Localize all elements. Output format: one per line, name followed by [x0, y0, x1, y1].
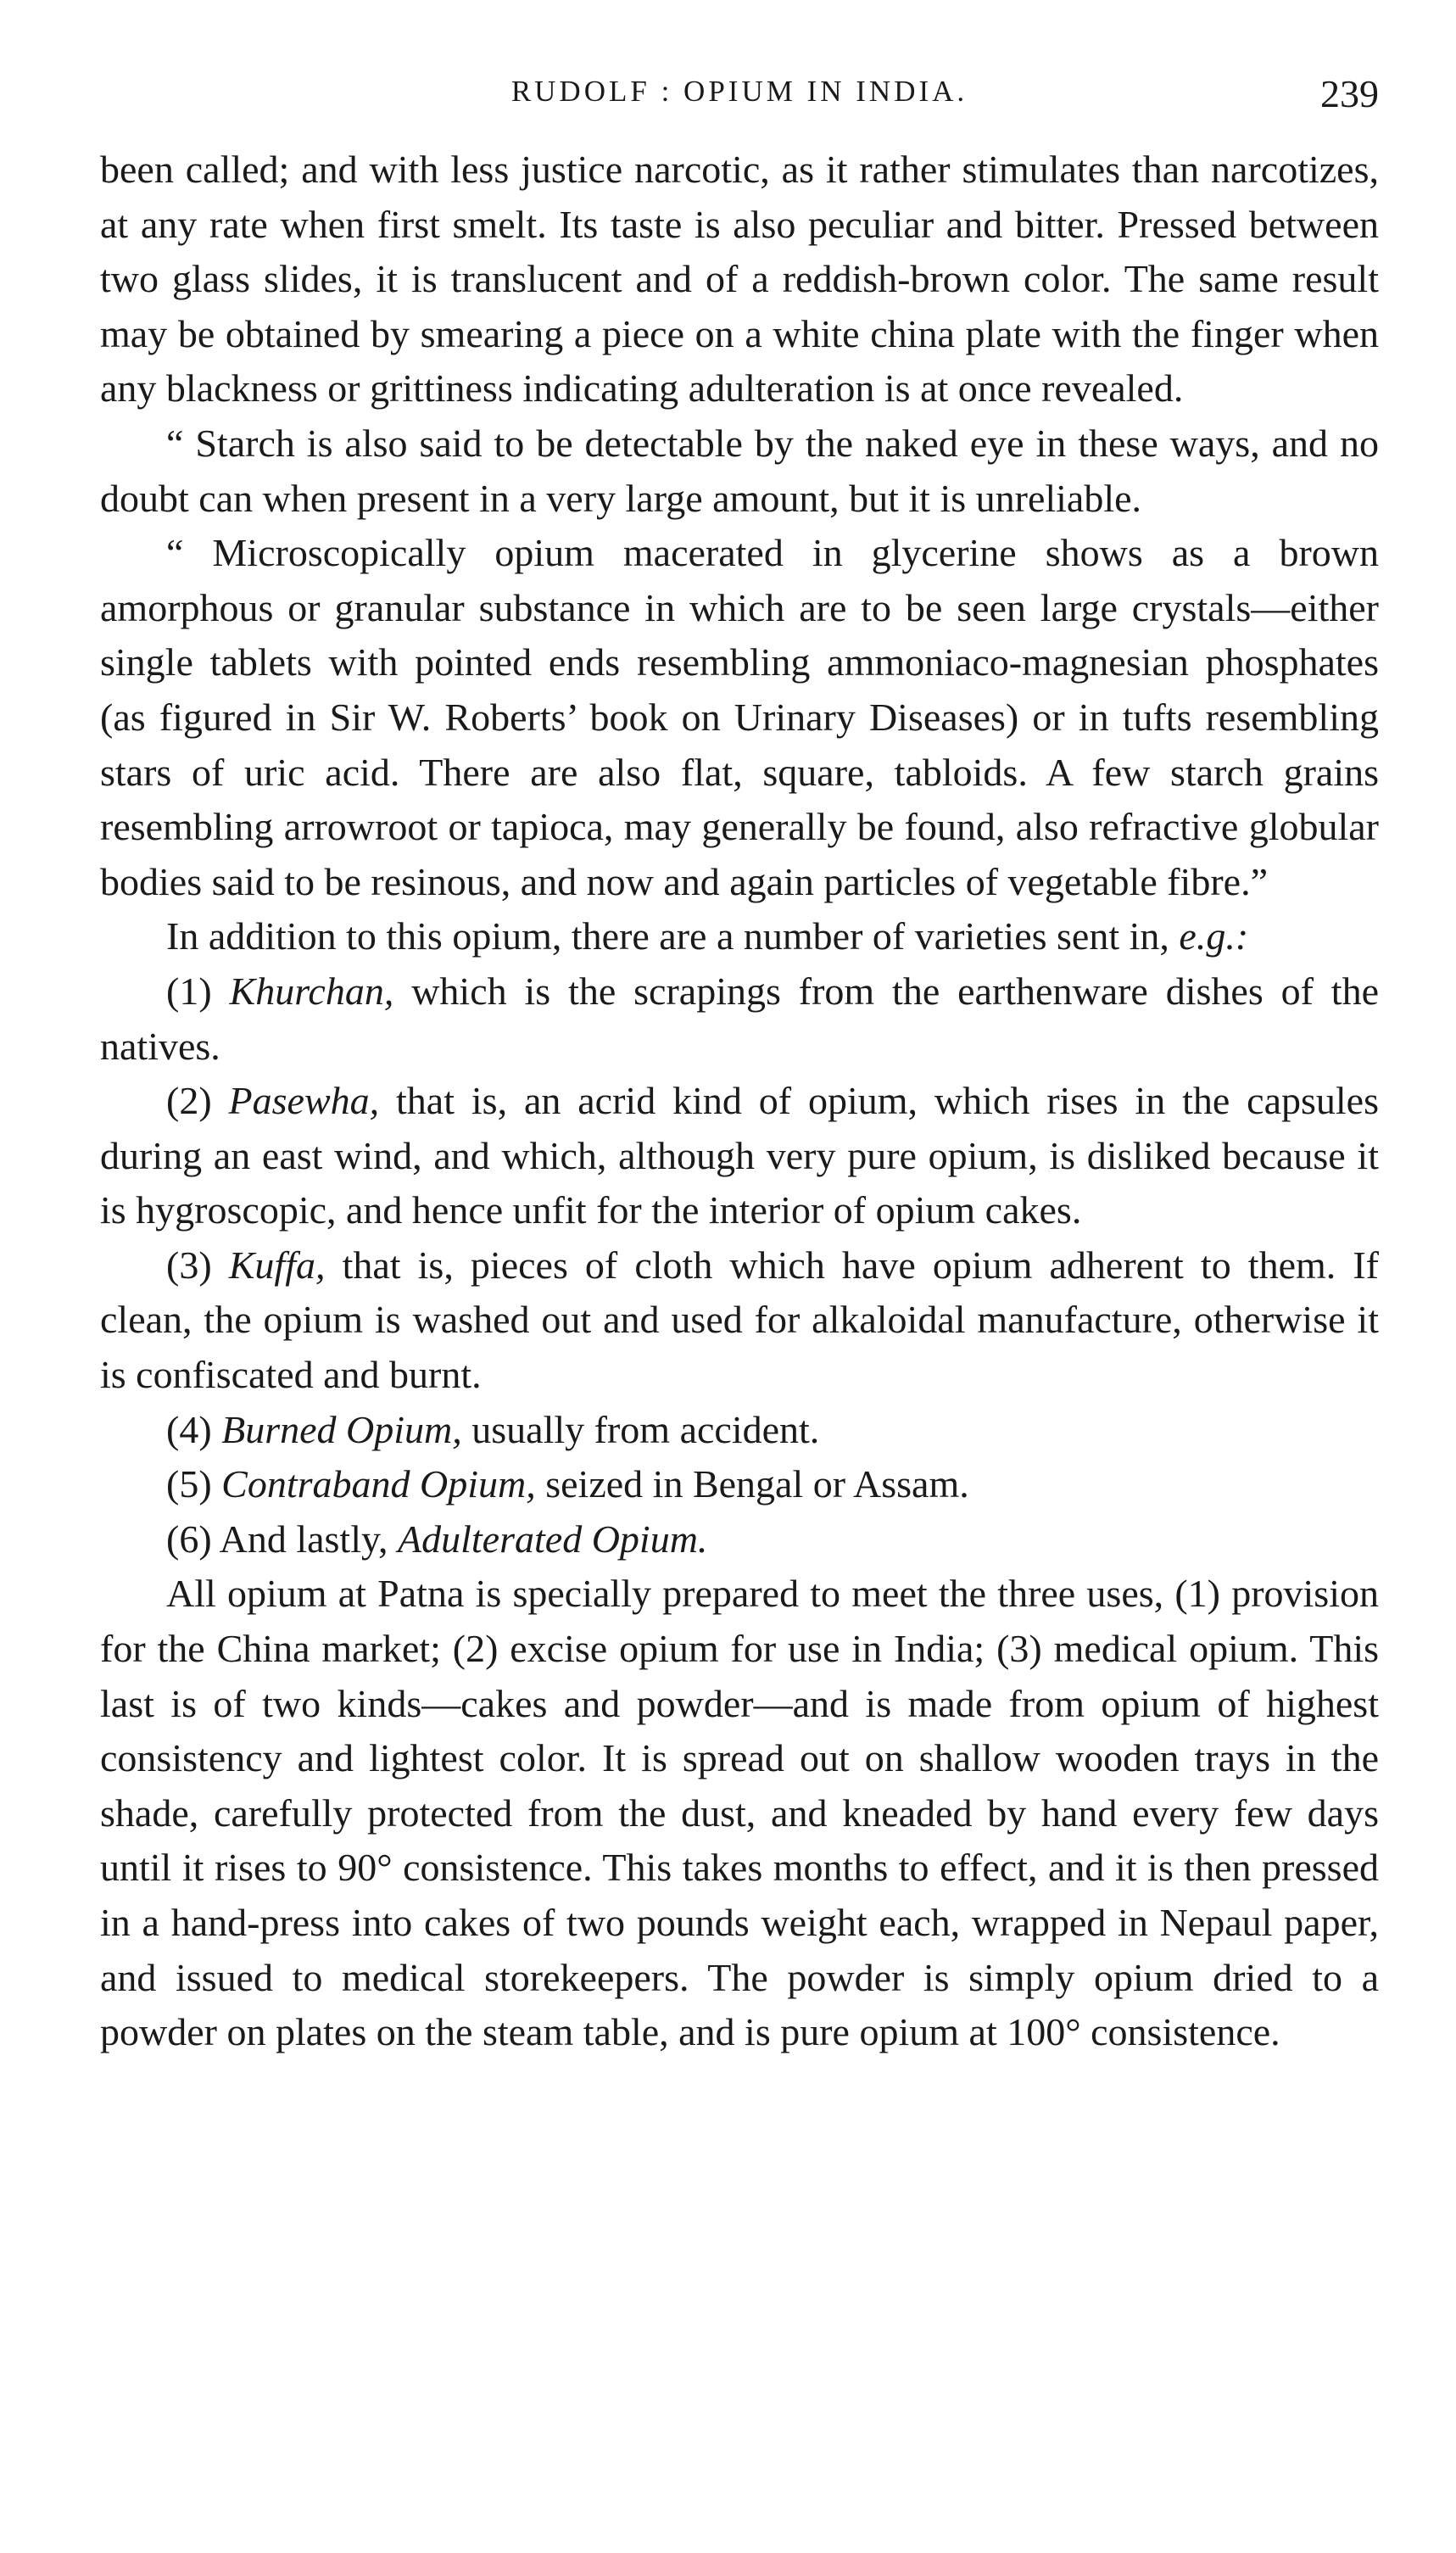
book-page	[100, 72, 1380, 2060]
variety-item-adulterated	[100, 1512, 1379, 1567]
item-term: Burned Opium,	[221, 1407, 462, 1451]
item-number: (1)	[166, 969, 212, 1013]
variety-item-contraband	[100, 1457, 1379, 1512]
item-term: Khurchan,	[229, 969, 394, 1013]
item-text: which is the scrapings from the earthenware dishes of the natives.	[100, 969, 1380, 1068]
paragraph-continued: been called; and with less justice narcotic, as it rather stimulates than narcotizes, at any rate when first smelt. Its taste is also peculiar and bitter. Pressed between two glass slides, it is translucent and of a reddish-brown color. The same result may be obtained by smearing a piece on a white china plate with the finger when any blackness or grittiness indicating adulteration is at once revealed.	[100, 148, 1379, 411]
page-number: 239	[1320, 72, 1379, 115]
paragraph-starch-quote: “ Starch is also said to be detectable by the naked eye in these ways, and no doubt can when present in a very large amount, but it is unreliable.	[100, 421, 1379, 520]
item-term: Adulterated Opium.	[398, 1517, 708, 1561]
item-text: that is, an acrid kind of opium, which rises in the capsules during an east wind, and which, although very pure opium, is disliked because it is hygroscopic, and hence unfit for the interior of opium cakes.	[100, 1079, 1379, 1232]
body-text	[100, 142, 1379, 2060]
variety-item-burned	[100, 1403, 1379, 1458]
eg-abbreviation: e.g.:	[1179, 914, 1249, 958]
item-number: (5)	[166, 1462, 212, 1506]
paragraph-patna-preparation: All opium at Patna is specially prepared to meet the three uses, (1) provision for the China market; (2) excise opium for use in India; (3) medical opium. This last is of two kinds—cakes and powder—and is made from opium of highest consistency and lightest color. It is spread out on shallow wooden trays in the shade, carefully protected from the dust, and kneaded by hand every few days until it rises to 90° consistence. This takes months to effect, and it is then pressed in a hand-press into cakes of two pounds weight each, wrapped in Nepaul paper, and issued to medical storekeepers. The powder is simply opium dried to a powder on plates on the steam table, and is pure opium at 100° consistence.	[100, 1572, 1379, 2054]
item-term: Contraband Opium,	[221, 1462, 536, 1506]
variety-item-kuffa	[100, 1238, 1379, 1403]
varieties-intro-text: In addition to this opium, there are a number of varieties sent in,	[166, 914, 1169, 958]
paragraph-microscopy-quote: “ Microscopically opium macerated in glycerine shows as a brown amorphous or granular substance in which are to be seen large crystals—either single tablets with pointed ends resembling ammoniaco-magnesian phosphates (as figured in Sir W. Roberts’ book on Urinary Diseases) or in tufts resembling stars of uric acid. There are also flat, square, tabloids. A few starch grains resembling arrowroot or tapioca, may generally be found, also refractive globular bodies said to be resinous, and now and again particles of vegetable fibre.”	[100, 531, 1379, 903]
item-term: Pasewha,	[228, 1079, 380, 1123]
item-number: (6)	[166, 1517, 212, 1561]
item-text: seized in Bengal or Assam.	[535, 1462, 969, 1506]
item-text: usually from accident.	[461, 1407, 820, 1451]
running-header	[100, 72, 1379, 126]
item-lead: And lastly,	[219, 1517, 399, 1561]
item-number: (4)	[166, 1407, 212, 1451]
item-number: (3)	[166, 1243, 212, 1287]
variety-item-khurchan	[100, 964, 1379, 1074]
item-number: (2)	[166, 1079, 212, 1123]
item-term: Kuffa,	[228, 1243, 326, 1287]
item-text: that is, pieces of cloth which have opium adherent to them. If clean, the opium is washed out and used for alkaloidal manufacture, otherwise it is confiscated and burnt.	[100, 1243, 1379, 1397]
paragraph-varieties-intro	[100, 909, 1379, 964]
running-title: RUDOLF : OPIUM IN INDIA.	[510, 75, 968, 108]
variety-item-pasewha	[100, 1074, 1379, 1238]
